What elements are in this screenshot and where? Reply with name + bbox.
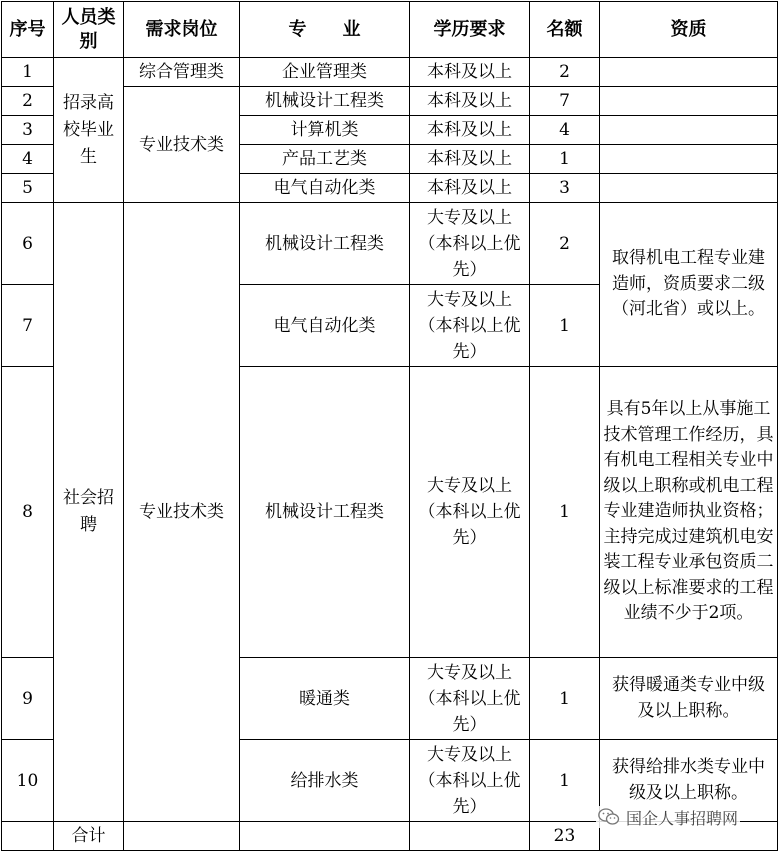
qualification-cell	[600, 116, 778, 145]
count-cell: 2	[530, 58, 600, 87]
category-cell-social: 社会招聘	[54, 203, 124, 822]
count-cell: 1	[530, 367, 600, 658]
major-cell: 产品工艺类	[240, 145, 410, 174]
position-cell-tech: 专业技术类	[124, 87, 240, 203]
qualification-cell-9: 获得暖通类专业中级及以上职称。	[600, 658, 778, 740]
count-cell: 1	[530, 285, 600, 367]
header-major: 专 业	[240, 2, 410, 58]
education-cell: 本科及以上	[410, 58, 530, 87]
seq-cell: 5	[2, 174, 54, 203]
major-cell: 计算机类	[240, 116, 410, 145]
seq-cell: 4	[2, 145, 54, 174]
wechat-icon	[598, 808, 620, 826]
qualification-cell-6-7: 取得机电工程专业建造师，资质要求二级（河北省）或以上。	[600, 203, 778, 367]
major-cell: 给排水类	[240, 740, 410, 822]
header-category: 人员类别	[54, 2, 124, 58]
total-major-cell	[240, 822, 410, 851]
seq-cell: 10	[2, 740, 54, 822]
qualification-cell-10: 获得给排水类专业中级及以上职称。	[600, 740, 778, 822]
education-cell: 本科及以上	[410, 87, 530, 116]
count-cell: 7	[530, 87, 600, 116]
total-position-cell	[124, 822, 240, 851]
qualification-cell	[600, 87, 778, 116]
total-label: 合计	[54, 822, 124, 851]
education-cell: 大专及以上（本科以上优先）	[410, 658, 530, 740]
qualification-cell-8: 具有5年以上从事施工技术管理工作经历，具有机电工程相关专业中级以上职称或机电工程专业建造师执业资格；主持完成过建筑机电安装工程专业承包资质二级以上标准要求的工程业绩不少于2项。	[600, 367, 778, 658]
count-cell: 3	[530, 174, 600, 203]
major-cell: 电气自动化类	[240, 285, 410, 367]
total-count: 23	[530, 822, 600, 851]
seq-cell: 7	[2, 285, 54, 367]
position-cell-tech-social: 专业技术类	[124, 203, 240, 822]
qualification-cell	[600, 58, 778, 87]
header-qualification: 资质	[600, 2, 778, 58]
major-cell: 机械设计工程类	[240, 367, 410, 658]
seq-cell: 8	[2, 367, 54, 658]
seq-cell: 1	[2, 58, 54, 87]
total-seq-cell	[2, 822, 54, 851]
header-seq: 序号	[2, 2, 54, 58]
education-cell: 大专及以上（本科以上优先）	[410, 203, 530, 285]
major-cell: 企业管理类	[240, 58, 410, 87]
total-education-cell	[410, 822, 530, 851]
education-cell: 大专及以上（本科以上优先）	[410, 285, 530, 367]
header-count: 名额	[530, 2, 600, 58]
header-row	[2, 2, 778, 58]
table-row	[2, 203, 778, 285]
category-cell-graduates: 招录高校毕业生	[54, 58, 124, 203]
major-cell: 机械设计工程类	[240, 87, 410, 116]
education-cell: 本科及以上	[410, 116, 530, 145]
seq-cell: 3	[2, 116, 54, 145]
education-cell: 本科及以上	[410, 174, 530, 203]
seq-cell: 6	[2, 203, 54, 285]
seq-cell: 2	[2, 87, 54, 116]
education-cell: 本科及以上	[410, 145, 530, 174]
position-cell-general: 综合管理类	[124, 58, 240, 87]
watermark-text: 国企人事招聘网	[626, 808, 739, 828]
qualification-cell	[600, 145, 778, 174]
seq-cell: 9	[2, 658, 54, 740]
header-education: 学历要求	[410, 2, 530, 58]
major-cell: 暖通类	[240, 658, 410, 740]
qualification-cell	[600, 174, 778, 203]
major-cell: 机械设计工程类	[240, 203, 410, 285]
header-position: 需求岗位	[124, 2, 240, 58]
education-cell: 大专及以上（本科以上优先）	[410, 367, 530, 658]
count-cell: 4	[530, 116, 600, 145]
watermark	[596, 806, 740, 828]
major-cell: 电气自动化类	[240, 174, 410, 203]
table-row	[2, 58, 778, 87]
count-cell: 2	[530, 203, 600, 285]
recruitment-table	[1, 1, 778, 851]
education-cell: 大专及以上（本科以上优先）	[410, 740, 530, 822]
count-cell: 1	[530, 740, 600, 822]
count-cell: 1	[530, 658, 600, 740]
count-cell: 1	[530, 145, 600, 174]
